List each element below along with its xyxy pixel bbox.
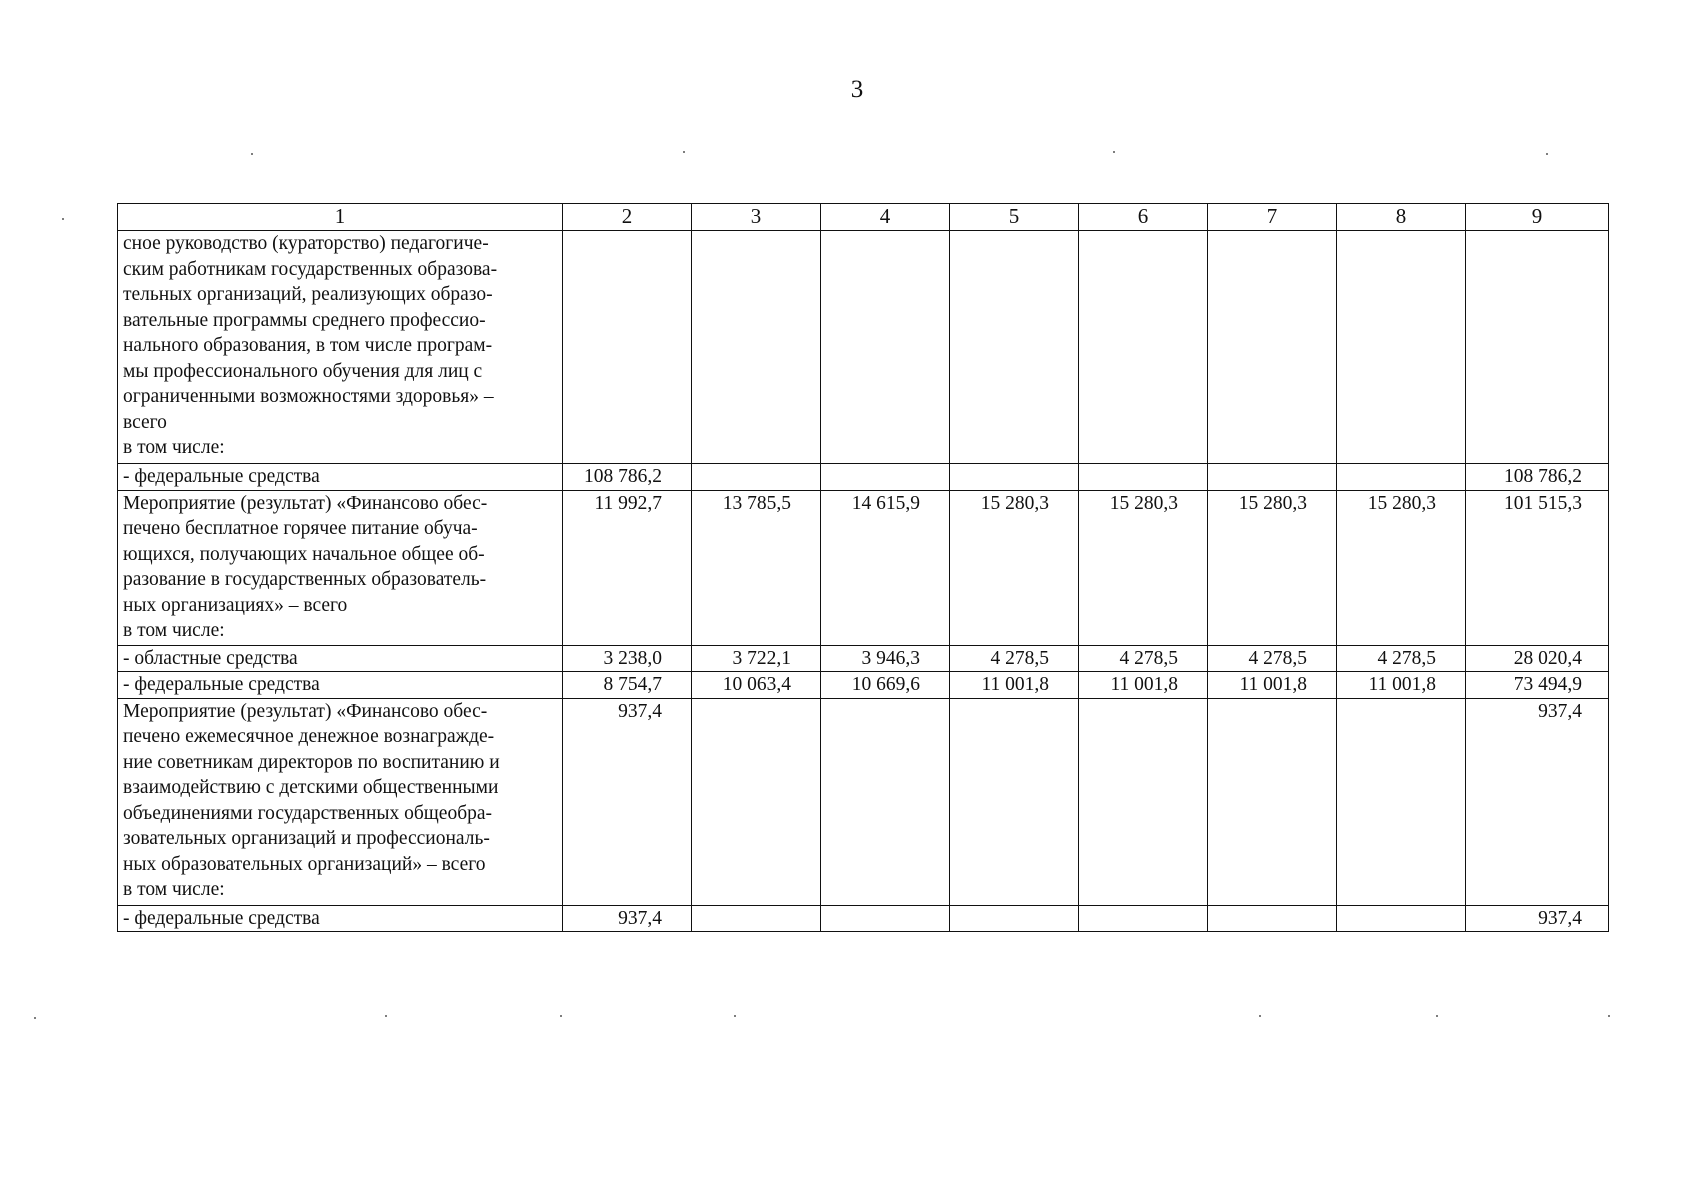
table-row	[118, 645, 1609, 672]
column-header: 8	[1337, 204, 1466, 231]
value-cell: 4 278,5	[1208, 645, 1337, 672]
value-cell: 15 280,3	[950, 490, 1079, 645]
value-cell: 11 001,8	[1079, 672, 1208, 699]
value-cell	[1079, 698, 1208, 905]
column-number-row	[118, 204, 1609, 231]
column-header: 1	[118, 204, 563, 231]
value-cell	[1337, 464, 1466, 491]
scan-speck	[683, 151, 685, 153]
scan-speck	[1259, 1015, 1261, 1017]
value-cell	[692, 905, 821, 932]
column-header: 9	[1466, 204, 1609, 231]
value-cell: 4 278,5	[1337, 645, 1466, 672]
value-cell	[821, 905, 950, 932]
table-row	[118, 490, 1609, 645]
value-cell: 937,4	[1466, 698, 1609, 905]
value-cell	[1337, 905, 1466, 932]
value-cell	[950, 464, 1079, 491]
value-cell: 937,4	[563, 698, 692, 905]
scan-speck	[560, 1015, 562, 1017]
scan-speck	[385, 1015, 387, 1017]
value-cell	[1337, 231, 1466, 464]
scan-speck	[1546, 153, 1548, 155]
scan-speck	[1608, 1015, 1610, 1017]
scan-speck	[734, 1015, 736, 1017]
column-header: 6	[1079, 204, 1208, 231]
value-cell	[1337, 698, 1466, 905]
scan-speck	[62, 218, 64, 220]
table-row	[118, 672, 1609, 699]
column-header: 2	[563, 204, 692, 231]
table-row	[118, 905, 1609, 932]
page-number: 3	[850, 76, 864, 103]
table-row	[118, 698, 1609, 905]
value-cell: 3 722,1	[692, 645, 821, 672]
scan-speck	[251, 153, 253, 155]
row-label: Мероприятие (результат) «Финансово обес- печено ежемесячное денежное вознагражде- ние советникам директоров по воспитанию и взаимодействию с детскими общественными объединениями государственных общеобра- зовательных организаций и профессиональ- ных образовательных организаций» – всего в том числе:	[118, 698, 563, 905]
budget-table	[117, 203, 1609, 932]
value-cell	[1466, 231, 1609, 464]
scan-speck	[1436, 1015, 1438, 1017]
row-label: Мероприятие (результат) «Финансово обес- печено бесплатное горячее питание обуча- ющихся, получающих начальное общее об- разование в государственных образователь- ных организациях» – всего в том числе:	[118, 490, 563, 645]
value-cell: 4 278,5	[1079, 645, 1208, 672]
value-cell: 11 001,8	[1337, 672, 1466, 699]
row-label: - федеральные средства	[118, 464, 563, 491]
value-cell: 15 280,3	[1208, 490, 1337, 645]
value-cell: 15 280,3	[1337, 490, 1466, 645]
value-cell	[821, 698, 950, 905]
row-label: сное руководство (кураторство) педагогиче- ским работникам государственных образова- тельных организаций, реализующих образо- вательные программы среднего профессио- нального образования, в том числе програм- мы профессионального обучения для лиц с ограниченными возможностями здоровья» – всего в том числе:	[118, 231, 563, 464]
value-cell: 13 785,5	[692, 490, 821, 645]
value-cell: 10 669,6	[821, 672, 950, 699]
value-cell: 15 280,3	[1079, 490, 1208, 645]
value-cell: 937,4	[563, 905, 692, 932]
value-cell: 3 946,3	[821, 645, 950, 672]
table-row	[118, 464, 1609, 491]
scan-speck	[1113, 151, 1115, 153]
value-cell: 3 238,0	[563, 645, 692, 672]
row-label: - федеральные средства	[118, 672, 563, 699]
value-cell: 11 992,7	[563, 490, 692, 645]
value-cell: 8 754,7	[563, 672, 692, 699]
value-cell	[692, 698, 821, 905]
column-header: 3	[692, 204, 821, 231]
column-header: 7	[1208, 204, 1337, 231]
value-cell	[692, 231, 821, 464]
value-cell: 108 786,2	[563, 464, 692, 491]
value-cell	[1208, 905, 1337, 932]
value-cell	[1208, 464, 1337, 491]
value-cell: 10 063,4	[692, 672, 821, 699]
value-cell: 28 020,4	[1466, 645, 1609, 672]
value-cell: 108 786,2	[1466, 464, 1609, 491]
value-cell	[821, 464, 950, 491]
value-cell	[1208, 698, 1337, 905]
value-cell	[950, 231, 1079, 464]
value-cell: 73 494,9	[1466, 672, 1609, 699]
value-cell: 11 001,8	[950, 672, 1079, 699]
value-cell	[692, 464, 821, 491]
value-cell: 101 515,3	[1466, 490, 1609, 645]
value-cell	[1079, 464, 1208, 491]
value-cell	[1208, 231, 1337, 464]
column-header: 4	[821, 204, 950, 231]
value-cell: 11 001,8	[1208, 672, 1337, 699]
scan-speck	[34, 1017, 36, 1019]
row-label: - федеральные средства	[118, 905, 563, 932]
value-cell	[821, 231, 950, 464]
column-header: 5	[950, 204, 1079, 231]
value-cell	[563, 231, 692, 464]
value-cell	[1079, 231, 1208, 464]
value-cell: 4 278,5	[950, 645, 1079, 672]
value-cell	[950, 905, 1079, 932]
value-cell: 937,4	[1466, 905, 1609, 932]
table-row	[118, 231, 1609, 464]
row-label: - областные средства	[118, 645, 563, 672]
value-cell	[950, 698, 1079, 905]
value-cell	[1079, 905, 1208, 932]
value-cell: 14 615,9	[821, 490, 950, 645]
